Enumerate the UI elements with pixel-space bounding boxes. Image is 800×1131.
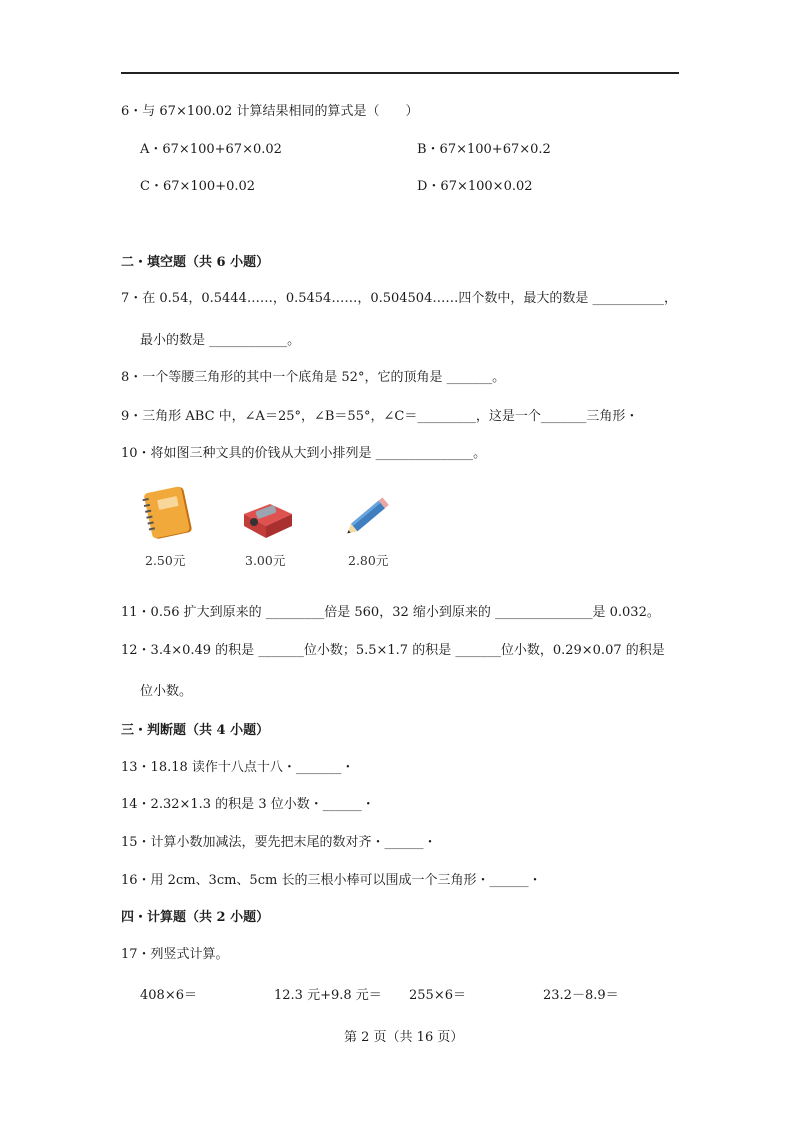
q14: 14・2.32×1.3 的积是 3 位小数・______・ xyxy=(121,797,375,812)
header-rule xyxy=(121,72,679,74)
q11: 11・0.56 扩大到原来的 _________倍是 560，32 缩小到原来的 _______________是 0.032。 xyxy=(121,605,660,620)
q12-line2: 位小数。 xyxy=(140,684,193,699)
q6-option-c: C・67×100+0.02 xyxy=(140,179,256,194)
notebook-price: 2.50元 xyxy=(145,553,186,568)
section3-title: 三・判断题（共 4 小题） xyxy=(121,723,270,738)
calc-4: 23.2－8.9＝ xyxy=(543,988,619,1003)
q12-line1: 12・3.4×0.49 的积是 _______位小数；5.5×1.7 的积是 _______位小数，0.29×0.07 的积是 xyxy=(121,643,665,658)
calc-3: 255×6＝ xyxy=(409,988,466,1003)
section2-title: 二・填空题（共 6 小题） xyxy=(121,255,270,270)
pencil-sharpener-icon xyxy=(240,492,296,540)
sharpener-price: 3.00元 xyxy=(245,553,286,568)
calc-1: 408×6＝ xyxy=(140,988,197,1003)
notebook-icon xyxy=(140,484,198,542)
q6-option-d: D・67×100×0.02 xyxy=(417,179,533,194)
q16: 16・用 2cm、3cm、5cm 长的三根小棒可以围成一个三角形・______・ xyxy=(121,873,542,888)
q10: 10・将如图三种文具的价钱从大到小排列是 _______________。 xyxy=(121,446,487,461)
section4-title: 四・计算题（共 2 小题） xyxy=(121,910,270,925)
q17: 17・列竖式计算。 xyxy=(121,947,229,962)
q15: 15・计算小数加减法，要先把末尾的数对齐・______・ xyxy=(121,835,437,850)
q6-option-b: B・67×100+67×0.2 xyxy=(417,142,551,157)
q7-line1: 7・在 0.54，0.5444……，0.5454……，0.504504……四个数中，最大的数是 ___________， xyxy=(121,291,677,306)
page-footer: 第 2 页（共 16 页） xyxy=(344,1030,464,1045)
q9: 9・三角形 ABC 中，∠A＝25°，∠B＝55°，∠C＝_________，这是一个_______三角形・ xyxy=(121,409,639,424)
q8: 8・一个等腰三角形的其中一个底角是 52°，它的顶角是 _______。 xyxy=(121,370,506,385)
q6-option-a: A・67×100+67×0.02 xyxy=(140,142,282,157)
q13: 13・18.18 读作十八点十八・_______・ xyxy=(121,760,355,775)
q6-stem: 6・与 67×100.02 计算结果相同的算式是（ ） xyxy=(121,104,419,119)
pencil-icon xyxy=(340,490,396,542)
pencil-price: 2.80元 xyxy=(348,553,389,568)
q7-line2: 最小的数是 ____________。 xyxy=(140,333,301,348)
calc-2: 12.3 元+9.8 元＝ xyxy=(274,988,382,1003)
